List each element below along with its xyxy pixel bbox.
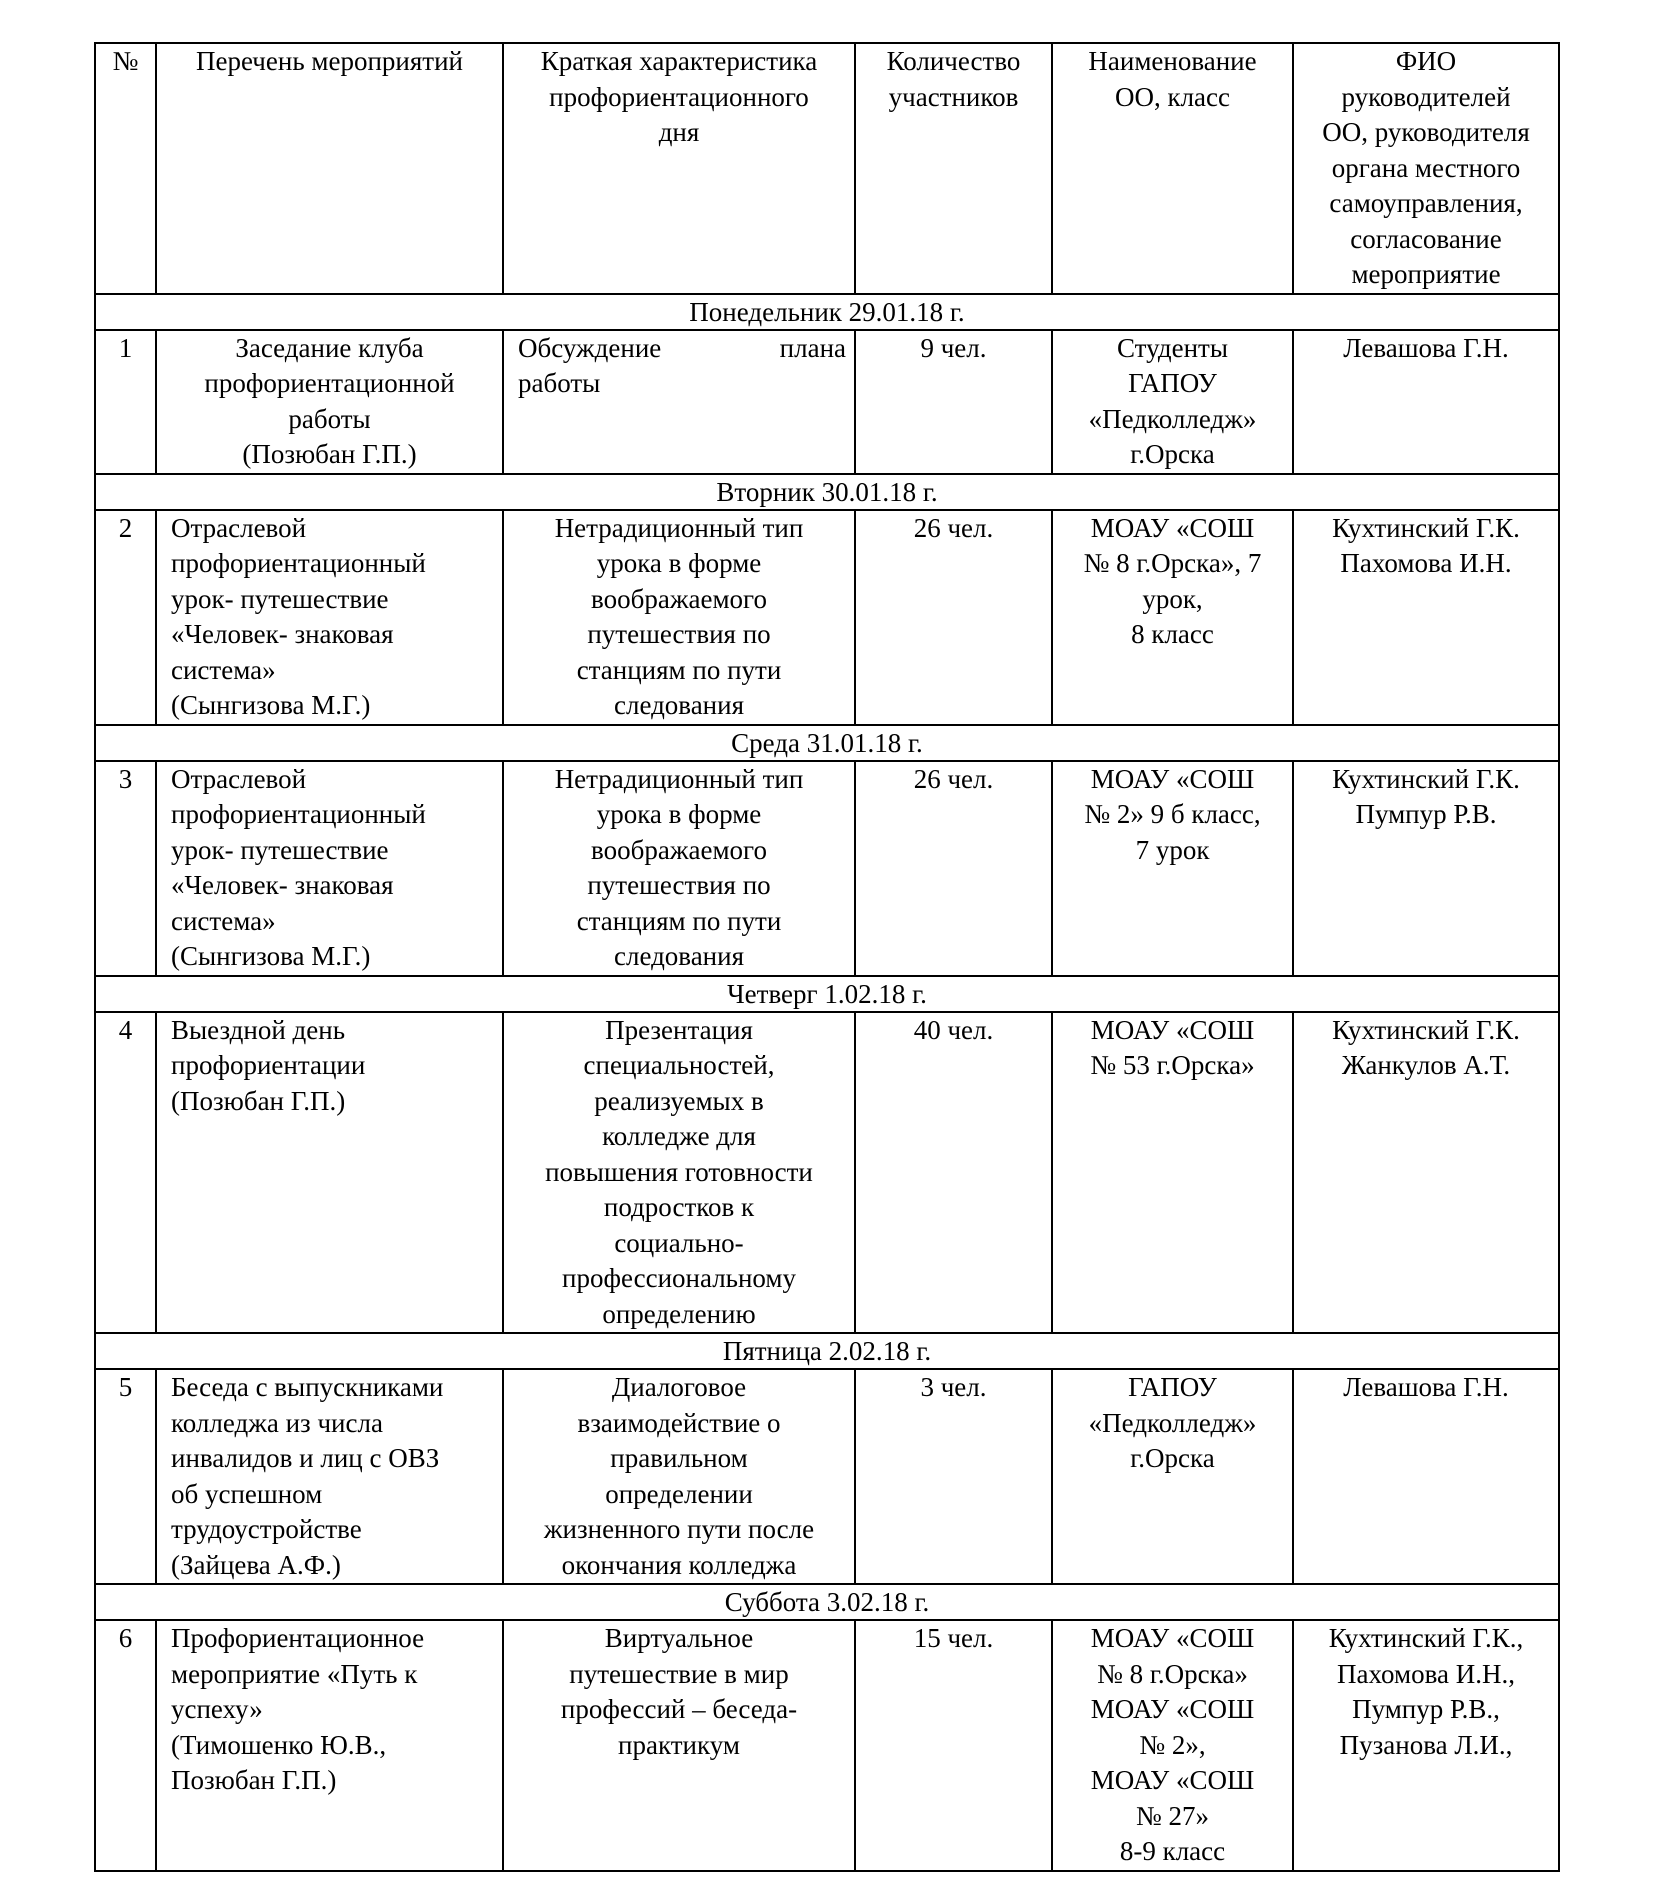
header-num: № <box>95 43 156 294</box>
header-managers-line: самоуправления, <box>1329 188 1523 218</box>
row-description-line: правильном <box>610 1443 748 1473</box>
row-managers-line: Пахомова И.Н. <box>1340 548 1512 578</box>
row-description-line: взаимодействие о <box>577 1407 781 1438</box>
row-event-line: Отраслевой <box>171 763 307 794</box>
row-event-line: профориентационной <box>204 368 455 398</box>
row-description-line: путешествия по <box>587 870 771 900</box>
row-description-line: Презентация <box>605 1014 753 1045</box>
row-managers <box>1293 1012 1559 1334</box>
row-description-line: повышения готовности <box>545 1156 813 1187</box>
row-description-line: профессий – беседа- <box>560 1694 798 1724</box>
row-event-line: Позюбан Г.П.) <box>171 1765 337 1795</box>
row-event <box>156 510 503 725</box>
row-org-line: № 8 г.Орска» <box>1097 1658 1248 1689</box>
row-event-line: (Позюбан Г.П.) <box>242 439 417 469</box>
row-description-line: Обсуждение плана <box>518 332 846 363</box>
row-description-line: Нетрадиционный тип <box>554 512 804 543</box>
header-managers <box>1293 43 1559 294</box>
row-description-line: жизненного пути после <box>543 1514 815 1544</box>
row-event-line: работы <box>288 403 371 434</box>
row-description-line: колледже для <box>602 1121 756 1151</box>
row-org-line: Студенты <box>1116 332 1228 363</box>
header-org-line: ОО, класс <box>1114 81 1231 112</box>
row-description <box>503 1369 855 1584</box>
row-event <box>156 1012 503 1334</box>
row-num: 1 <box>95 330 156 474</box>
row-description-line: специальностей, <box>583 1050 775 1080</box>
day-header-row <box>95 474 1559 510</box>
row-event-line: (Сынгизова М.Г.) <box>171 690 371 720</box>
table-header-row <box>95 43 1559 294</box>
row-org-line: № 2», <box>1139 1729 1206 1760</box>
row-description-line: работы <box>518 368 601 398</box>
table-row <box>95 1369 1559 1584</box>
day-title: Среда 31.01.18 г. <box>95 725 1559 761</box>
table-row <box>95 1620 1559 1871</box>
row-description-line: окончания колледжа <box>561 1549 797 1580</box>
row-description-line: следования <box>613 690 745 720</box>
row-description <box>503 330 855 474</box>
header-participants <box>855 43 1052 294</box>
row-event <box>156 330 503 474</box>
table-row <box>95 1012 1559 1334</box>
row-description-line: определении <box>605 1478 753 1509</box>
row-event-line: Беседа с выпускниками <box>171 1372 444 1402</box>
row-org-line: г.Орска <box>1130 1443 1215 1473</box>
header-managers-line: согласование <box>1350 223 1502 254</box>
header-managers-line: ФИО <box>1395 46 1457 76</box>
header-description-line: дня <box>658 117 700 147</box>
row-org-line: № 2» 9 б класс, <box>1084 799 1261 829</box>
header-events: Перечень мероприятий <box>156 43 503 294</box>
row-event-line: колледжа из числа <box>171 1407 383 1438</box>
row-event-line: Заседание клуба <box>235 332 424 363</box>
row-org-line: МОАУ «СОШ <box>1090 1623 1255 1653</box>
row-managers <box>1293 761 1559 976</box>
row-org <box>1052 1620 1293 1871</box>
row-event-line: система» <box>171 654 276 685</box>
row-event-line: мероприятие «Путь к <box>171 1658 418 1689</box>
row-description-line: Нетрадиционный тип <box>554 763 804 794</box>
row-managers-line: Пумпур Р.В. <box>1355 799 1497 829</box>
row-description-line: урока в форме <box>596 799 762 829</box>
row-org-line: «Педколледж» <box>1088 403 1257 434</box>
row-managers-line: Кухтинский Г.К. <box>1332 512 1520 543</box>
row-managers-line: Жанкулов А.Т. <box>1341 1050 1511 1080</box>
row-managers-line: Левашова Г.Н. <box>1343 332 1509 363</box>
row-event-line: успеху» <box>171 1694 263 1724</box>
row-org-line: МОАУ «СОШ <box>1090 512 1255 543</box>
row-participants: 26 чел. <box>855 510 1052 725</box>
events-table <box>94 42 1560 1872</box>
header-participants-line: участников <box>888 81 1019 112</box>
row-org-line: 8-9 класс <box>1119 1836 1226 1866</box>
row-event-line: (Зайцева А.Ф.) <box>171 1549 341 1580</box>
row-org <box>1052 761 1293 976</box>
row-org-line: г.Орска <box>1130 439 1215 469</box>
row-description-line: Виртуальное <box>604 1623 754 1653</box>
row-description <box>503 1012 855 1334</box>
row-event-line: «Человек- знаковая <box>171 619 394 649</box>
row-org-line: МОАУ «СОШ <box>1090 1694 1255 1724</box>
row-description-line: станциям по пути <box>576 905 782 936</box>
row-org-line: МОАУ «СОШ <box>1090 1014 1255 1045</box>
row-event-line: урок- путешествие <box>171 583 389 614</box>
row-description-line: воображаемого <box>591 834 767 865</box>
row-org-line: ГАПОУ <box>1128 368 1217 398</box>
row-event <box>156 1620 503 1871</box>
row-event-line: об успешном <box>171 1478 323 1509</box>
row-event-line: система» <box>171 905 276 936</box>
row-event-line: профориентационный <box>171 548 426 578</box>
row-event <box>156 1369 503 1584</box>
day-title: Вторник 30.01.18 г. <box>95 474 1559 510</box>
day-title: Понедельник 29.01.18 г. <box>95 294 1559 330</box>
row-participants: 15 чел. <box>855 1620 1052 1871</box>
row-org <box>1052 330 1293 474</box>
row-event-line: трудоустройстве <box>171 1514 362 1544</box>
row-managers <box>1293 510 1559 725</box>
row-participants: 40 чел. <box>855 1012 1052 1334</box>
row-description-line: определению <box>602 1298 756 1329</box>
row-managers-line: Пузанова Л.И., <box>1339 1729 1513 1760</box>
header-managers-line: органа местного <box>1331 152 1521 183</box>
day-title: Четверг 1.02.18 г. <box>95 976 1559 1012</box>
day-header-row <box>95 294 1559 330</box>
row-description-line: социально- <box>614 1227 744 1258</box>
row-event-line: (Сынгизова М.Г.) <box>171 941 371 971</box>
row-description-line: воображаемого <box>591 583 767 614</box>
row-num: 6 <box>95 1620 156 1871</box>
row-org <box>1052 510 1293 725</box>
row-org-line: 8 класс <box>1131 619 1214 649</box>
row-event-line: инвалидов и лиц с ОВЗ <box>171 1443 440 1473</box>
row-managers-line: Пахомова И.Н., <box>1337 1658 1515 1689</box>
header-description-line: профориентационного <box>549 81 809 112</box>
row-managers-line: Левашова Г.Н. <box>1343 1372 1509 1402</box>
row-description-line: урока в форме <box>596 548 762 578</box>
row-managers-line: Кухтинский Г.К., <box>1328 1623 1524 1653</box>
row-participants: 26 чел. <box>855 761 1052 976</box>
row-description-line: станциям по пути <box>576 654 782 685</box>
row-managers <box>1293 1620 1559 1871</box>
row-description-line: реализуемых в <box>594 1085 764 1116</box>
day-title: Суббота 3.02.18 г. <box>95 1584 1559 1620</box>
row-description-line: следования <box>613 941 745 971</box>
day-header-row <box>95 1584 1559 1620</box>
row-org-line: ГАПОУ <box>1128 1372 1217 1402</box>
row-event-line: Выездной день <box>171 1014 346 1045</box>
row-num: 4 <box>95 1012 156 1334</box>
row-event-line: «Человек- знаковая <box>171 870 394 900</box>
header-managers-line: руководителей <box>1341 81 1511 112</box>
row-description-line: путешествия по <box>587 619 771 649</box>
row-num: 2 <box>95 510 156 725</box>
day-title: Пятница 2.02.18 г. <box>95 1333 1559 1369</box>
table-row <box>95 510 1559 725</box>
row-org-line: урок, <box>1142 583 1203 614</box>
row-event <box>156 761 503 976</box>
row-org-line: № 53 г.Орска» <box>1090 1050 1255 1080</box>
row-description <box>503 1620 855 1871</box>
header-description <box>503 43 855 294</box>
day-header-row <box>95 725 1559 761</box>
row-description-line: подростков к <box>603 1192 755 1222</box>
row-managers <box>1293 330 1559 474</box>
row-event-line: профориентации <box>171 1050 366 1080</box>
row-participants: 3 чел. <box>855 1369 1052 1584</box>
row-description-line: Диалоговое <box>611 1372 747 1402</box>
day-header-row <box>95 1333 1559 1369</box>
header-managers-line: ОО, руководителя <box>1322 117 1530 147</box>
header-org-line: Наименование <box>1088 46 1257 76</box>
row-description <box>503 761 855 976</box>
row-num: 5 <box>95 1369 156 1584</box>
row-org <box>1052 1369 1293 1584</box>
day-header-row <box>95 976 1559 1012</box>
row-event-line: Профориентационное <box>171 1623 425 1653</box>
row-event-line: Отраслевой <box>171 512 307 543</box>
row-org-line: 7 урок <box>1135 834 1210 865</box>
row-org-line: № 27» <box>1135 1800 1209 1831</box>
row-event-line: (Позюбан Г.П.) <box>171 1085 346 1116</box>
table-row <box>95 761 1559 976</box>
row-org-line: «Педколледж» <box>1088 1407 1257 1438</box>
row-participants: 9 чел. <box>855 330 1052 474</box>
row-managers <box>1293 1369 1559 1584</box>
table-row <box>95 330 1559 474</box>
row-description <box>503 510 855 725</box>
row-managers-line: Кухтинский Г.К. <box>1332 1014 1520 1045</box>
row-org <box>1052 1012 1293 1334</box>
header-description-line: Краткая характеристика <box>540 46 818 76</box>
header-participants-line: Количество <box>886 46 1021 76</box>
row-org-line: МОАУ «СОШ <box>1090 1765 1255 1795</box>
row-org-line: МОАУ «СОШ <box>1090 763 1255 794</box>
row-org-line: № 8 г.Орска», 7 <box>1083 548 1262 578</box>
row-description-line: профессиональному <box>562 1263 796 1293</box>
header-managers-line: мероприятие <box>1351 259 1501 289</box>
row-event-line: профориентационный <box>171 799 426 829</box>
row-event-line: (Тимошенко Ю.В., <box>171 1729 387 1760</box>
row-description-line: путешествие в мир <box>569 1658 789 1689</box>
row-description-line: практикум <box>618 1729 740 1760</box>
row-num: 3 <box>95 761 156 976</box>
row-managers-line: Пумпур Р.В., <box>1352 1694 1500 1724</box>
header-org <box>1052 43 1293 294</box>
row-managers-line: Кухтинский Г.К. <box>1332 763 1520 794</box>
row-event-line: урок- путешествие <box>171 834 389 865</box>
